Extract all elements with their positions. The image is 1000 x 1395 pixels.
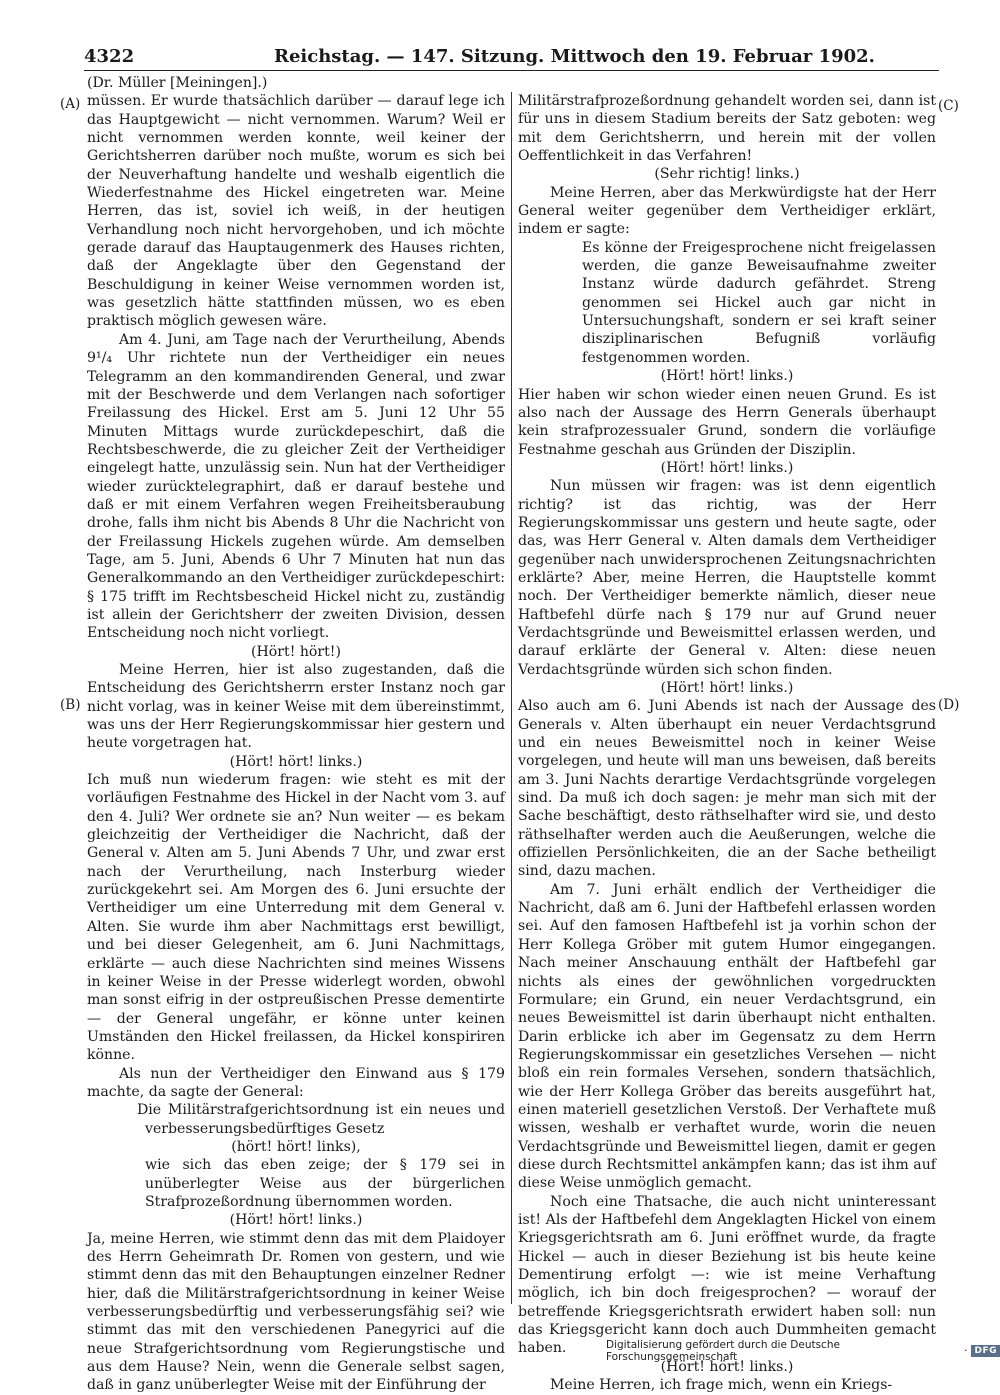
interjection: (Hört! hört! links.) xyxy=(229,753,363,770)
footer-credit xyxy=(606,1339,1000,1363)
quotation: wie sich das eben zeige; der § 179 sei in unüberlegter Weise aus der bürgerlichen Strafprozeßordnung übernommen worden. xyxy=(145,1157,505,1210)
paragraph: Meine Herren, ich frage mich, wenn ein Kriegs- xyxy=(550,1377,893,1394)
quotation: Es könne der Freigesprochene nicht freigelassen werden, die ganze Beweisaufnahme zweiter Instanz würde dadurch gefährdet. Streng genommen sei Hickel auch gar nicht in Untersuchungshaft, sondern er sei kraft seiner disziplinarischen Befugniß vorläufig festgenommen worden. xyxy=(582,239,936,366)
separator-dot: · xyxy=(964,1345,968,1357)
margin-mark-c: (C) xyxy=(938,98,959,114)
interjection: (Hört! hört! links.) xyxy=(660,459,794,476)
interjection: (Hört! hört! links.) xyxy=(229,1212,363,1229)
interjection: (Sehr richtig! links.) xyxy=(654,166,800,183)
left-column xyxy=(87,74,505,1395)
paragraph: Meine Herren, hier ist also zugestanden, daß die Entscheidung des Gerichtsherrn erster Instanz noch gar nicht vorlag, was in keiner Weise mit dem übereinstimmt, was uns der Herr Regierungskommissar hier gestern und heute vorgetragen hat. xyxy=(87,662,505,752)
paragraph: Noch eine Thatsache, die auch nicht uninteressant ist! Als der Haftbefehl dem Angeklagten Hickel von einem Kriegsgerichtsrath am 6. Juni eröffnet wurde, da fragte Hickel — auch in dieser Beziehung ist bis heute keine Dementirung erfolgt —: wie ist meine Verhaftung möglich, ich bin doch freigesprochen? — worauf der betreffende Kriegsgerichtsrath erwidert haben soll: nun das Kriegsgericht kann doch auch Dummheiten gemacht haben. xyxy=(518,1193,936,1357)
page-number: 4322 xyxy=(84,46,135,67)
interjection: (hört! hört! links), xyxy=(231,1138,361,1155)
paragraph: Hier haben wir schon wieder einen neuen Grund. Es ist also nach der Aussage des Herrn Generals überhaupt kein strafprozessualer Grund, sondern die vorläufige Festnahme geschah aus Gründen der Disziplin. xyxy=(518,386,936,458)
paragraph: müssen. Er wurde thatsächlich darüber — darauf lege ich das Hauptgewicht — nicht vernommen. Warum? Weil er nicht vernommen werden konnte, weil keiner der Gerichtsherren darüber noch mußte, worum es sich bei der Neuverhaftung handelte und weshalb eigentlich die Wiederfestnahme des Hickel eingetreten war. Meine Herren, das ist, soviel ich weiß, in der heutigen Verhandlung noch nicht hervorgehoben, und ich möchte gerade darauf das Hauptaugenmerk des Hauses richten, daß der Angeklagte über den Gegenstand der Beschuldigung in keiner Weise vernommen worden ist, was gesetzlich hätte stattfinden müssen, wo es eben praktisch möglich gewesen wäre. xyxy=(87,93,505,330)
interjection: (Hört! hört! links.) xyxy=(660,680,794,696)
header-rule xyxy=(84,70,939,71)
paragraph: Nun müssen wir fragen: was ist denn eigentlich richtig? ist das richtig, was der Herr Regierungskommissar uns gestern und heute sagte, oder das, was Herr General v. Alten damals dem Vertheidiger gegenüber nach unwidersprochenen Zeitungsnachrichten erklärte? Aber, meine Herren, die Hauptstelle kommt noch. Der Vertheidiger bemerkte nämlich, dieser neue Haftbefehl dürfe nach § 179 nur auf Grund neuer Verdachtsgründe und Beweismittel erlassen werden, und darauf erklärte der General v. Alten: diese neuen Verdachtsgründe würden sich schon finden. xyxy=(518,478,936,678)
speaker-line: (Dr. Müller [Meiningen].) xyxy=(87,75,268,91)
quotation: Die Militärstrafgerichtsordnung ist ein neues und verbesserungsbedürftiges Gesetz xyxy=(137,1102,505,1137)
interjection: (Hört! hört!) xyxy=(251,643,341,660)
dfg-logo: DFG xyxy=(971,1345,1000,1357)
footer-text: Digitalisierung gefördert durch die Deutsche Forschungsgemeinschaft xyxy=(606,1339,840,1363)
right-column xyxy=(518,92,936,1394)
column-divider xyxy=(511,92,512,1304)
interjection: (Hört! hört! links.) xyxy=(660,368,794,385)
paragraph: Ja, meine Herren, wie stimmt denn das mit dem Plaidoyer des Herrn Geheimrath Dr. Romen von gestern, und wie stimmt denn das mit den Behauptungen einzelner Redner hier, daß die Militärstrafgerichtsordnung in keiner Weise verbesserungsbedürftig und verbesserungsfähig sei? wie stimmt das mit den verschiedenen Panegyrici auf die neue Strafgerichtsordnung vom Regierungstische und aus dem Hause? Nein, wenn die Generale selbst sagen, daß in ganz unüberlegter Weise mit der Einführung der xyxy=(87,1230,505,1394)
margin-mark-b: (B) xyxy=(60,697,81,713)
paragraph: Als nun der Vertheidiger den Einwand aus § 179 machte, da sagte der General: xyxy=(87,1065,505,1100)
page-header xyxy=(84,44,939,72)
paragraph: Ich muß nun wiederum fragen: wie steht es mit der vorläufigen Festnahme des Hickel in der Nacht vom 3. auf den 4. Juli? Wer ordnete sie an? Nun weiter — es bekam gleichzeitig der Vertheidiger die Nachricht, daß der General v. Alten am 5. Juni Abends 7 Uhr, und zwar erst nach der Verurtheilung, nach Insterburg wieder zurückgekehrt sei. Am Morgen des 6. Juni ersuchte der Vertheidiger um eine Unterredung mit dem General v. Alten. Sie wurde ihm aber Nachmittags erst bewilligt, und bei dieser Gelegenheit, am 6. Juni Nachmittags, erklärte — auch diese Nachrichten sind meines Wissens in keiner Weise in der Presse widerlegt worden, obwohl man sonst eifrig in der ostpreußischen Presse dementirte — der General ungefähr, er könne unter keinen Umständen den Hickel freilassen, da Hickel konspiriren könne. xyxy=(87,772,505,1064)
paragraph: Am 7. Juni erhält endlich der Vertheidiger die Nachricht, daß am 6. Juni der Haftbefehl erlassen worden sei. Auf den famosen Haftbefehl ist ja vorhin schon der Herr Kollega Gröber mit gutem Humor eingegangen. Nach meiner Anschauung enthält der Haftbefehl gar nichts als eines der gewöhnlichen vorgedruckten Formulare; ein Grund, ein neuer Verdachtsgrund, ein neues Beweismittel ist darin überhaupt nicht enthalten. Darin erblicke ich aber im Gegensatz zu dem Herrn Regierungskommissar ein gesetzliches Versehen — nicht bloß ein rein formales Versehen, sondern thatsächlich, wie der Herr Kollega Gröber das bereits ausgeführt hat, einen materiell gesetzlichen Verstoß. Der Verhaftete muß wissen, weshalb er verhaftet wurde, worin die neuen Verdachtsgründe und Beweismittel liegen, damit er gegen diese durch Rechtsmittel ankämpfen kann; das ist ihm auf diese Weise unmöglich gemacht. xyxy=(518,881,936,1192)
paragraph: Militärstrafprozeßordnung gehandelt worden sei, dann ist für uns in diesem Stadium bereits der Satz geboten: weg mit dem Gerichtsherrn, und herein mit der vollen Oeffentlichkeit in das Verfahren! xyxy=(518,93,936,165)
margin-mark-d: (D) xyxy=(938,697,960,713)
interjection: (Hört! hört! links.) xyxy=(660,1358,794,1375)
running-title: Reichstag. — 147. Sitzung. Mittwoch den 19. Februar 1902. xyxy=(274,46,875,67)
paragraph: Also auch am 6. Juni Abends ist nach der Aussage des Generals v. Alten überhaupt ein neuer Verdachtsgrund und ein neues Beweismittel noch in keiner Weise vorgelegen, und heute will man uns beweisen, daß bereits am 3. Juni Nachts derartige Verdachtsgründe vorgelegen sind. Da muß ich doch sagen: je mehr man sich mit der Sache beschäftigt, desto räthselhafter wird sie, und desto räthselhafter werden auch die Aeußerungen, welche die offiziellen Persönlichkeiten, die an der Sache betheiligt sind, dazu machen. xyxy=(518,698,936,880)
paragraph: Am 4. Juni, am Tage nach der Verurtheilung, Abends 9¹/₄ Uhr richtete nun der Vertheidiger ein neues Telegramm an den kommandirenden General, und zwar mit der Beschwerde und dem Verlangen nach sofortiger Freilassung des Hickel. Erst am 5. Juni 12 Uhr 55 Minuten Mittags wurde zurückdepeschirt, daß die Rechtsbeschwerde, die zu gleicher Zeit der Vertheidiger eingelegt hatte, unzulässig sein. Nun hat der Vertheidiger wieder zurücktelegraphirt, daß er darauf bestehe und daß er mit einem Verfahren wegen Freiheitsberaubung drohe, falls ihm nicht bis Abends 8 Uhr die Nachricht von der Freilassung Hickels zugehen würde. Am demselben Tage, am 5. Juni, Abends 6 Uhr 7 Minuten hat nun das Generalkommando an den Vertheidiger zurückdepeschirt: § 175 trifft im Rechtsbescheid Hickel nicht zu, zuständig ist allein der Gerichtsherr der zweiten Division, dessen Entscheidung noch nicht vorliegt. xyxy=(87,331,505,642)
margin-mark-a: (A) xyxy=(60,96,81,112)
paragraph: Meine Herren, aber das Merkwürdigste hat der Herr General weiter gegenüber dem Vertheidiger erklärt, indem er sagte: xyxy=(518,184,936,238)
